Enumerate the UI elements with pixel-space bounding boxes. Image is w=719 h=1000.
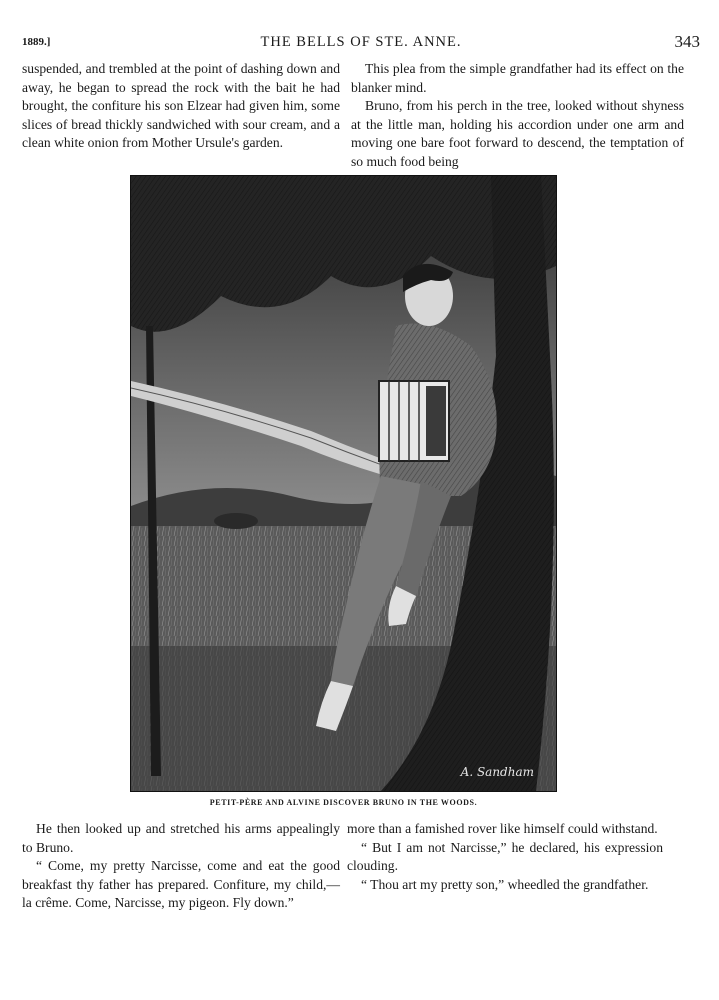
paragraph: suspended, and trembled at the point of dashing down and away, he began to spread the rock with the bait he had brought, the confiture his son Elzear had given him, some slices of bread thickly sandwiched with sour cream, and a clean white onion from Mother Ursule's garden. xyxy=(22,61,340,151)
boy-in-tree-engraving xyxy=(131,176,556,791)
top-right-column xyxy=(351,60,684,172)
paragraph: more than a famished rover like himself could withstand. xyxy=(347,821,658,836)
engraving-illustration xyxy=(130,175,557,792)
bottom-right-column xyxy=(347,820,663,894)
paragraph: Bruno, from his perch in the tree, looked without shyness at the little man, holding his accordion under one arm and moving one bare foot forward to descend, the temptation of so much food being xyxy=(351,98,684,169)
illustration-caption: PETIT-PÈRE AND ALVINE DISCOVER BRUNO IN THE WOODS. xyxy=(209,798,478,807)
paragraph: He then looked up and stretched his arms appealingly to Bruno. xyxy=(22,821,340,855)
running-header xyxy=(22,34,700,56)
top-left-column xyxy=(22,60,340,153)
paragraph: This plea from the simple grandfather had its effect on the blanker mind. xyxy=(351,61,684,95)
page-number: 343 xyxy=(674,32,700,51)
paragraph: “ But I am not Narcisse,” he declared, his expression clouding. xyxy=(347,839,663,874)
paragraph: “ Come, my pretty Narcisse, come and eat the good breakfast thy father has prepared. Confiture, my child,—la crême. Come, Narcisse, my pigeon. Fly down.” xyxy=(22,858,340,911)
paragraph: “ Thou art my pretty son,” wheedled the grandfather. xyxy=(361,876,649,892)
bottom-left-column xyxy=(22,820,340,913)
header-title: THE BELLS OF STE. ANNE. xyxy=(260,34,462,50)
artist-signature: A. Sandham xyxy=(460,765,534,779)
header-year: 1889.] xyxy=(22,36,51,48)
